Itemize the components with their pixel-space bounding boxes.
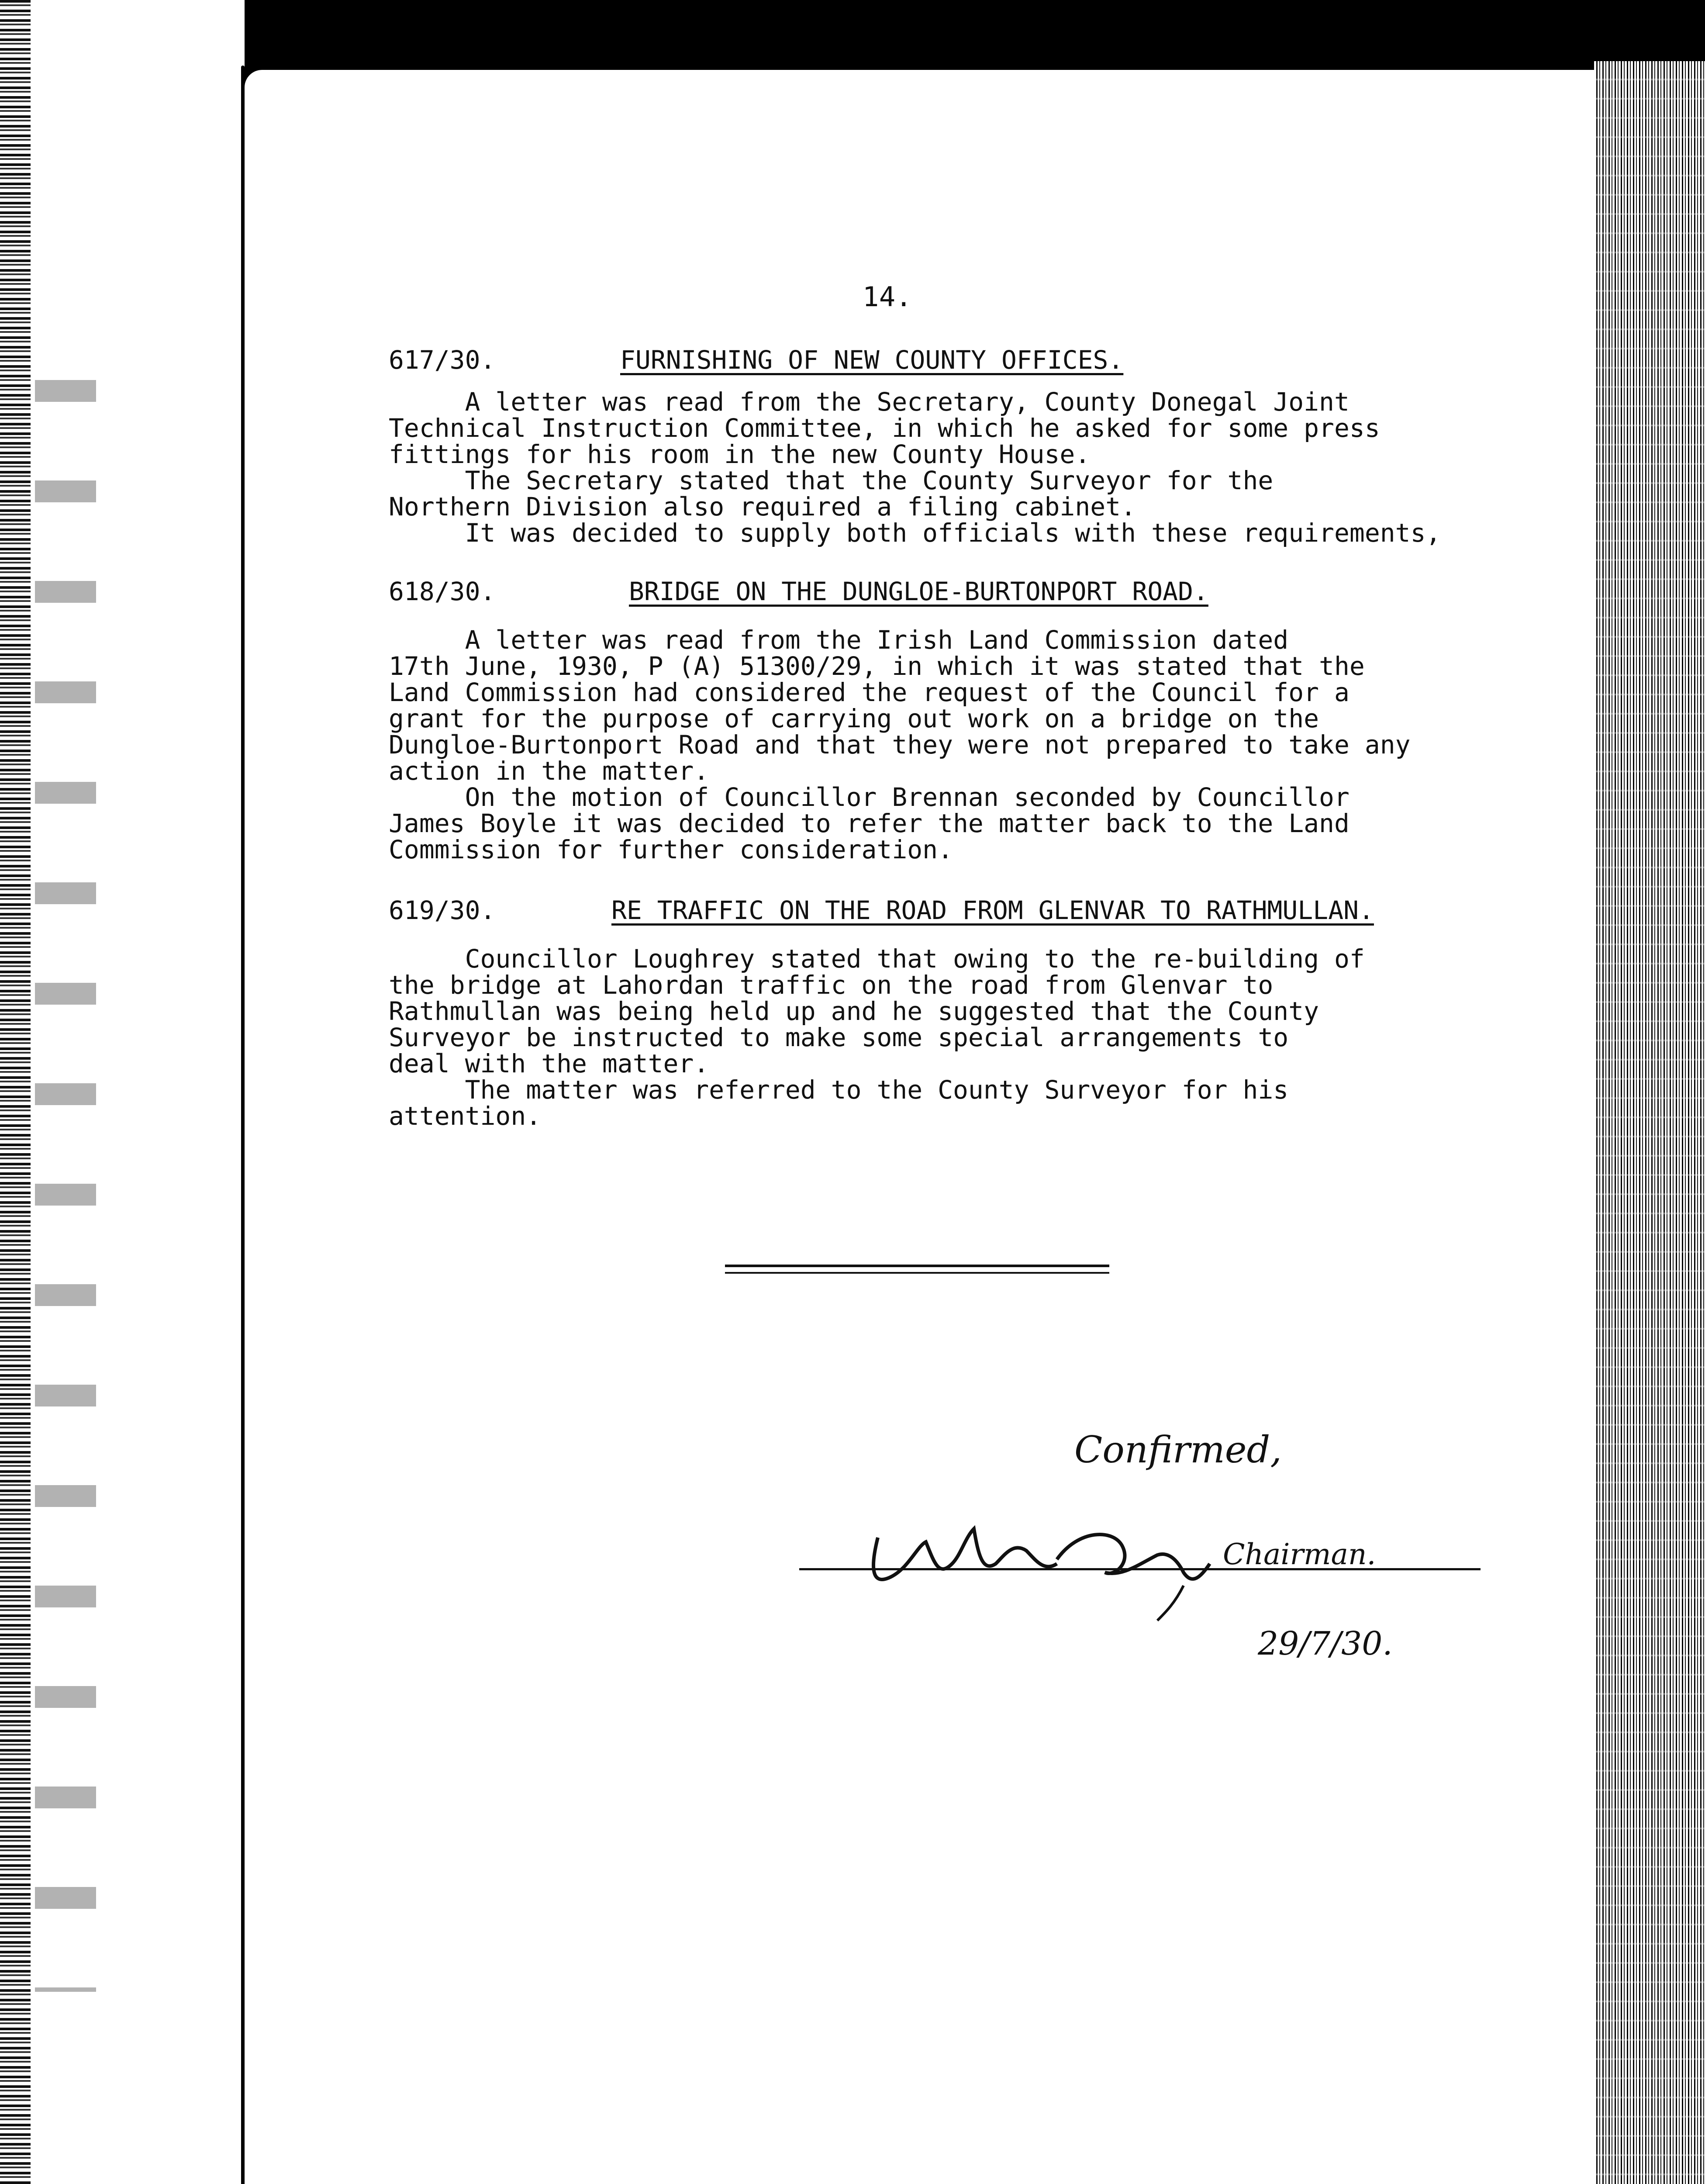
body-line: the bridge at Lahordan traffic on the road from Glenvar to [389,970,1274,1000]
confirmed-text: Confirmed, [1074,1428,1282,1471]
body-line: Northern Division also required a filing cabinet. [389,492,1136,522]
page-edges [1594,61,1705,2184]
item-heading: FURNISHING OF NEW COUNTY OFFICES. [620,345,1124,375]
body-line: Rathmullan was being held up and he suggested that the County [389,996,1319,1026]
item-heading: BRIDGE ON THE DUNGLOE-BURTONPORT ROAD. [629,577,1208,606]
margin-marks [35,332,96,1992]
item-body [389,627,1481,863]
body-line: attention. [389,1101,542,1131]
signature-line [799,1568,1481,1570]
page-number: 14. [863,281,912,313]
body-line: action in the matter. [389,756,709,786]
confirmation-date: 29/7/30. [1258,1625,1393,1662]
body-line: James Boyle it was decided to refer the matter back to the Land [389,809,1350,838]
body-line: Dungloe-Burtonport Road and that they were not prepared to take any [389,730,1411,760]
item-number: 617/30. [389,345,496,375]
body-line: grant for the purpose of carrying out work on a bridge on the [389,704,1319,733]
item-heading: RE TRAFFIC ON THE ROAD FROM GLENVAR TO RATHMULLAN. [611,895,1374,925]
body-line: The matter was referred to the County Surveyor for his [389,1075,1289,1105]
body-line: 17th June, 1930, P (A) 51300/29, in which it was stated that the [389,651,1365,681]
body-line: Commission for further consideration. [389,835,953,864]
closing-rule [725,1272,1109,1274]
body-line: On the motion of Councillor Brennan seconded by Councillor [389,782,1350,812]
body-line: Surveyor be instructed to make some special arrangements to [389,1023,1289,1052]
item-number: 618/30. [389,577,496,606]
item-body [389,389,1481,546]
closing-rule [725,1265,1109,1267]
body-line: The Secretary stated that the County Surveyor for the [389,466,1274,495]
body-line: Land Commission had considered the request of the Council for a [389,677,1350,707]
body-line: A letter was read from the Secretary, County Donegal Joint [389,387,1350,417]
body-line: It was decided to supply both officials with these requirements, [389,518,1441,548]
body-line: A letter was read from the Irish Land Commission dated [389,625,1289,655]
body-line: deal with the matter. [389,1049,709,1078]
chairman-label: Chairman. [1223,1538,1376,1571]
body-line: Councillor Loughrey stated that owing to the re-building of [389,944,1365,974]
item-body [389,946,1481,1129]
body-line: Technical Instruction Committee, in which he asked for some press [389,413,1380,443]
body-line: fittings for his room in the new County House. [389,439,1091,469]
item-number: 619/30. [389,895,496,925]
